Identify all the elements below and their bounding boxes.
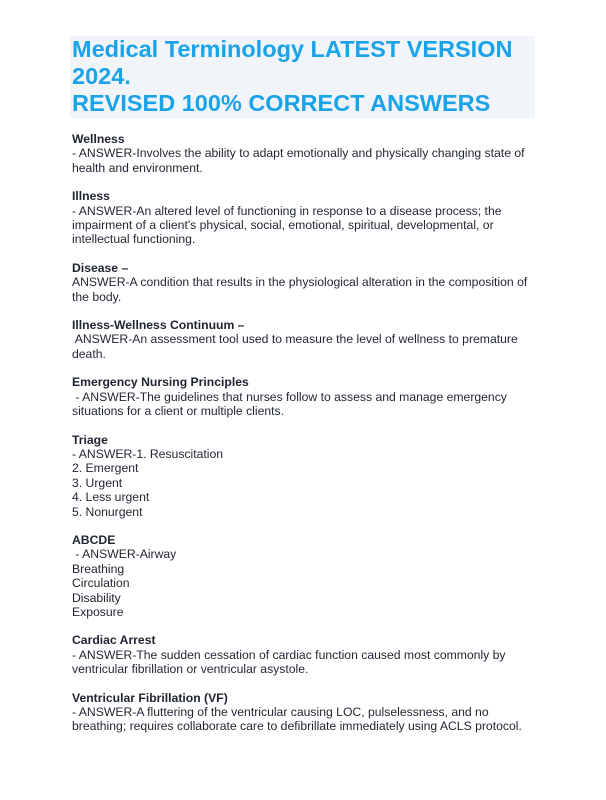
qa-entry — [72, 433, 542, 519]
answer-line: - ANSWER-Airway — [72, 547, 177, 562]
term-heading: Disease – — [72, 260, 129, 275]
qa-entry — [72, 375, 542, 418]
answer-line: the body. — [72, 289, 122, 304]
qa-entry — [72, 691, 542, 734]
term-heading: Illness — [72, 189, 110, 204]
answer-line: ANSWER-A condition that results in the physiological alteration in the composition of — [72, 275, 528, 290]
answer-line: Breathing — [72, 561, 125, 576]
answer-line: - ANSWER-A fluttering of the ventricular causing LOC, pulselessness, and no — [72, 705, 489, 719]
answer-line: 5. Nonurgent — [72, 504, 143, 519]
qa-list — [72, 132, 542, 748]
title-line: Medical Terminology LATEST VERSION — [72, 36, 513, 62]
term-heading: ABCDE — [72, 532, 116, 547]
term-heading: Ventricular Fibrillation (VF) — [72, 690, 228, 705]
term-heading: Illness-Wellness Continuum – — [72, 318, 245, 333]
qa-entry — [72, 189, 542, 247]
answer-line: breathing; requires collaborate care to defibrillate immediately using ACLS protocol. — [72, 719, 522, 734]
answer-line: health and environment. — [72, 160, 203, 175]
answer-line: - ANSWER-The guidelines that nurses follow to assess and manage emergency — [72, 389, 507, 404]
term-heading: Cardiac Arrest — [72, 633, 156, 648]
answer-line: - ANSWER-An altered level of functioning in response to a disease process; the — [72, 203, 502, 218]
document-title — [72, 36, 542, 117]
answer-line: intellectual functioning. — [72, 232, 196, 247]
answer-line: - ANSWER-The sudden cessation of cardiac function caused most commonly by — [72, 647, 506, 662]
qa-entry — [72, 533, 542, 619]
answer-line: 2. Emergent — [72, 461, 139, 476]
term-heading: Wellness — [72, 132, 125, 146]
answer-line: ventricular fibrillation or ventricular asystole. — [72, 662, 309, 677]
answer-line: 3. Urgent — [72, 475, 123, 490]
answer-line: - ANSWER-Involves the ability to adapt emotionally and physically changing state of — [72, 146, 525, 161]
answer-line: 4. Less urgent — [72, 490, 150, 505]
answer-line: Disability — [72, 590, 121, 605]
qa-entry — [72, 132, 542, 175]
answer-line: impairment of a client's physical, social, emotional, spiritual, developmental, or — [72, 218, 494, 233]
answer-line: ANSWER-An assessment tool used to measure the level of wellness to premature — [72, 332, 518, 347]
answer-line: death. — [72, 346, 106, 361]
qa-entry — [72, 633, 542, 676]
answer-line: Exposure — [72, 604, 124, 619]
qa-entry — [72, 261, 542, 304]
term-heading: Triage — [72, 432, 108, 447]
answer-line: Circulation — [72, 576, 130, 591]
qa-entry — [72, 318, 542, 361]
title-line: 2024. — [72, 63, 131, 89]
title-line: REVISED 100% CORRECT ANSWERS — [72, 90, 491, 116]
answer-line: - ANSWER-1. Resuscitation — [72, 446, 224, 461]
term-heading: Emergency Nursing Principles — [72, 375, 249, 390]
answer-line: situations for a client or multiple clients. — [72, 404, 285, 419]
